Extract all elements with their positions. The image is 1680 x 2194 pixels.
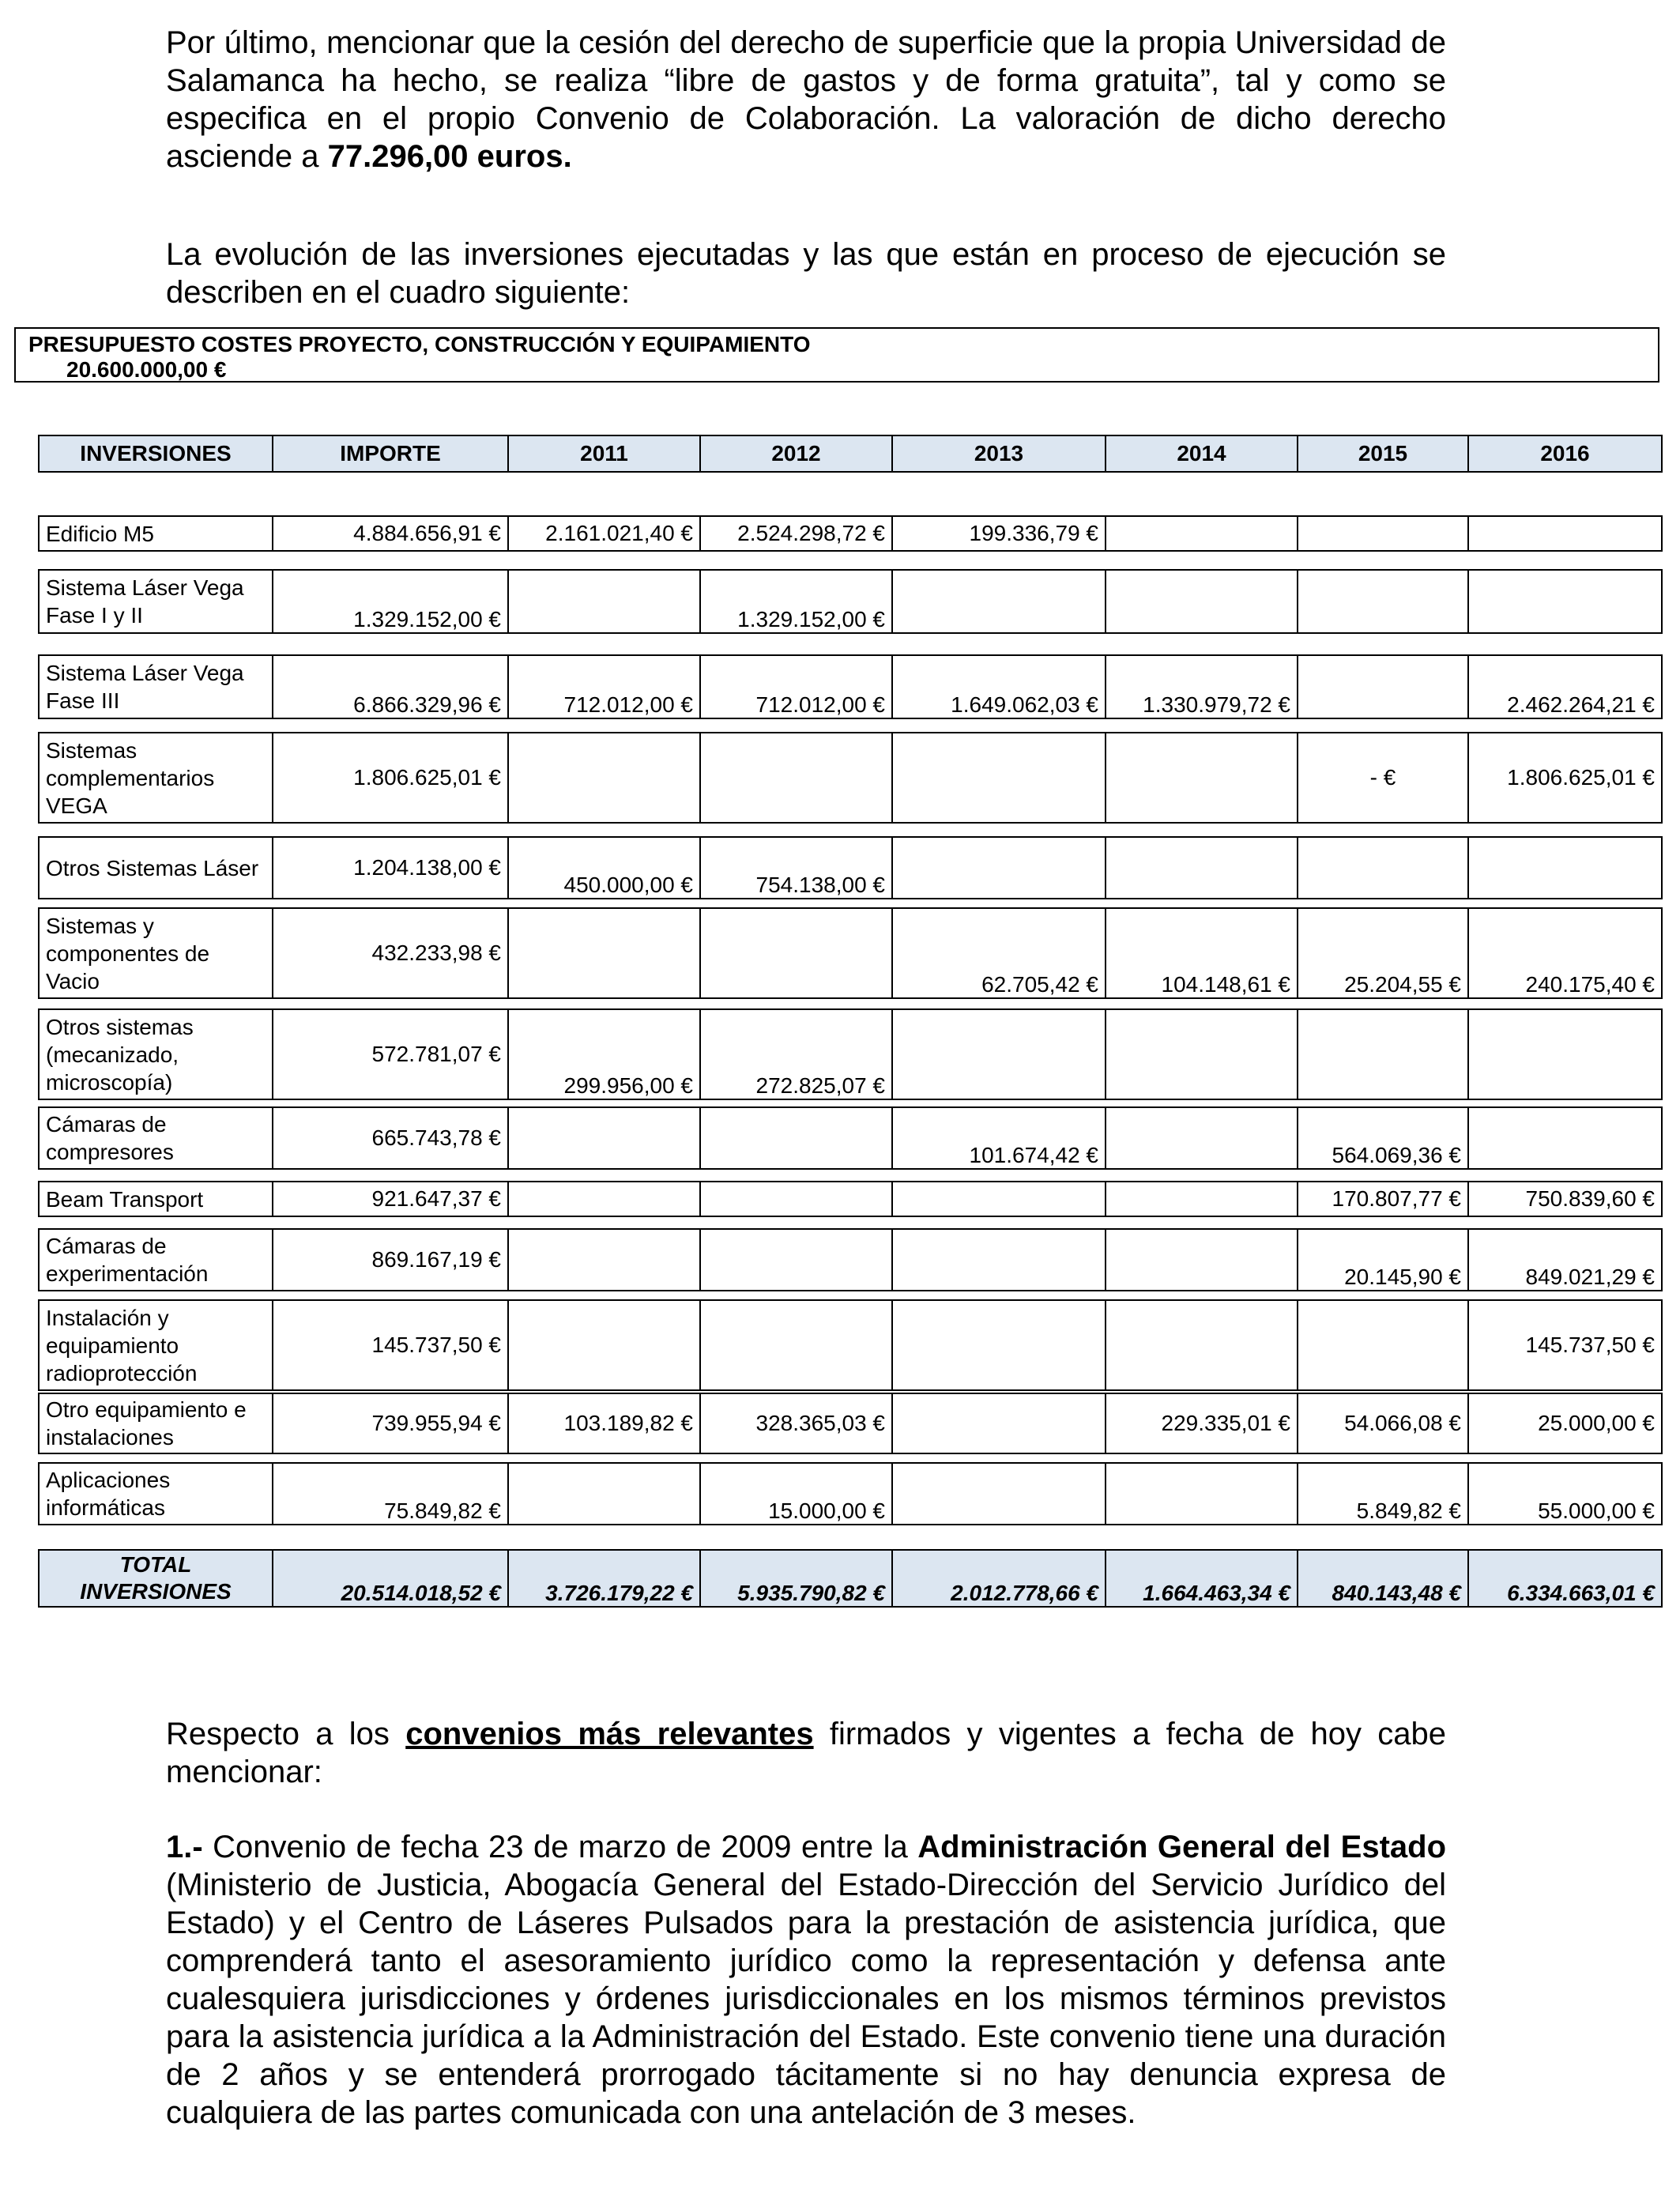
importe-cell: 1.806.625,01 € (273, 733, 508, 823)
year-cell-2013 (892, 570, 1106, 633)
total-2011: 3.726.179,22 € (508, 1550, 700, 1607)
year-cell-2011 (508, 1300, 700, 1390)
year-cell-2012: 1.329.152,00 € (700, 570, 892, 633)
year-cell-2013 (892, 1229, 1106, 1291)
header-cell: 2012 (700, 435, 892, 472)
year-cell-2014: 104.148,61 € (1106, 908, 1298, 998)
budget-box (14, 327, 1659, 383)
year-cell-2011: 2.161.021,40 € (508, 516, 700, 551)
year-cell-2011 (508, 908, 700, 998)
year-cell-2016: 750.839,60 € (1468, 1182, 1662, 1216)
importe-cell: 869.167,19 € (273, 1229, 508, 1291)
row-label: Sistema Láser Vega Fase III (39, 655, 273, 718)
year-cell-2015 (1298, 1300, 1468, 1390)
table-row (39, 908, 1662, 998)
row-label: Otros Sistemas Láser (39, 837, 273, 899)
total-2012: 5.935.790,82 € (700, 1550, 892, 1607)
year-cell-2014 (1106, 570, 1298, 633)
intro-paragraph-1 (166, 24, 1446, 175)
table-row (39, 1107, 1662, 1169)
importe-cell: 739.955,94 € (273, 1393, 508, 1453)
year-cell-2015: 20.145,90 € (1298, 1229, 1468, 1291)
header-cell: 2013 (892, 435, 1106, 472)
investment-row-table (38, 732, 1663, 824)
investment-row-table (38, 1228, 1663, 1291)
total-label: TOTAL INVERSIONES (39, 1550, 273, 1607)
year-cell-2016 (1468, 570, 1662, 633)
header-cell: 2011 (508, 435, 700, 472)
year-cell-2012: 15.000,00 € (700, 1463, 892, 1525)
investment-row-table (38, 836, 1663, 899)
table-row (39, 837, 1662, 899)
year-cell-2015 (1298, 655, 1468, 718)
year-cell-2016 (1468, 1009, 1662, 1099)
table-row (39, 570, 1662, 633)
year-cell-2015 (1298, 837, 1468, 899)
table-row (39, 1229, 1662, 1291)
year-cell-2011: 299.956,00 € (508, 1009, 700, 1099)
convenios-highlight: convenios más relevantes (405, 1717, 814, 1751)
year-cell-2012 (700, 1107, 892, 1169)
investment-row-table (38, 1106, 1663, 1170)
investment-row-table (38, 1299, 1663, 1391)
year-cell-2016 (1468, 516, 1662, 551)
year-cell-2012 (700, 1229, 892, 1291)
convenio-1-paragraph (166, 1828, 1446, 2132)
year-cell-2011 (508, 570, 700, 633)
table-row (39, 516, 1662, 551)
year-cell-2014 (1106, 1300, 1298, 1390)
year-cell-2011 (508, 733, 700, 823)
year-cell-2015: 5.849,82 € (1298, 1463, 1468, 1525)
investment-row-table (38, 654, 1663, 719)
year-cell-2012: 328.365,03 € (700, 1393, 892, 1453)
valuation-amount: 77.296,00 euros. (327, 139, 572, 174)
row-label: Aplicaciones informáticas (39, 1463, 273, 1525)
importe-cell: 6.866.329,96 € (273, 655, 508, 718)
year-cell-2011: 103.189,82 € (508, 1393, 700, 1453)
year-cell-2014 (1106, 516, 1298, 551)
year-cell-2016: 25.000,00 € (1468, 1393, 1662, 1453)
year-cell-2013 (892, 1300, 1106, 1390)
importe-cell: 572.781,07 € (273, 1009, 508, 1099)
table-row (39, 1182, 1662, 1216)
row-label: Cámaras de experimentación (39, 1229, 273, 1291)
year-cell-2013: 101.674,42 € (892, 1107, 1106, 1169)
table-row (39, 1463, 1662, 1525)
year-cell-2013 (892, 1182, 1106, 1216)
table-row (39, 655, 1662, 718)
year-cell-2012 (700, 733, 892, 823)
year-cell-2013 (892, 1463, 1106, 1525)
header-row (39, 435, 1662, 472)
year-cell-2012 (700, 1182, 892, 1216)
importe-cell: 145.737,50 € (273, 1300, 508, 1390)
row-label: Cámaras de compresores (39, 1107, 273, 1169)
year-cell-2013 (892, 1393, 1106, 1453)
importe-cell: 432.233,98 € (273, 908, 508, 998)
header-cell: INVERSIONES (39, 435, 273, 472)
row-label: Otro equipamiento e instalaciones (39, 1393, 273, 1453)
table-row (39, 1009, 1662, 1099)
convenio-text-b: (Ministerio de Justicia, Abogacía General del Estado-Dirección del Servicio Jurídico del Estado) y el Centro de Láseres Pulsados para la prestación de asistencia jurídica, que comprenderá tanto el asesoramiento jurídico como la representación y defensa ante cualesquiera jurisdicciones y órdenes jurisdiccionales en los mismos términos previstos para la asistencia jurídica a la Administración del Estado. Este convenio tiene una duración de 2 años y se entenderá prorrogado tácitamente si no hay denuncia expresa de cualquiera de las partes comunicada con una antelación de 3 meses. (166, 1868, 1446, 2130)
year-cell-2011 (508, 1229, 700, 1291)
investment-header-table (38, 435, 1663, 473)
budget-title: PRESUPUESTO COSTES PROYECTO, CONSTRUCCIÓN Y EQUIPAMIENTO (28, 332, 811, 356)
year-cell-2014: 229.335,01 € (1106, 1393, 1298, 1453)
year-cell-2014: 1.330.979,72 € (1106, 655, 1298, 718)
convenio-party: Administración General del Estado (917, 1830, 1447, 1864)
year-cell-2014 (1106, 1107, 1298, 1169)
intro-paragraph-2: La evolución de las inversiones ejecutadas y las que están en proceso de ejecución se describen en el cuadro siguiente: (166, 237, 1446, 310)
row-label: Sistemas complementarios VEGA (39, 733, 273, 823)
year-cell-2012: 272.825,07 € (700, 1009, 892, 1099)
year-cell-2014 (1106, 837, 1298, 899)
total-2016: 6.334.663,01 € (1468, 1550, 1662, 1607)
importe-cell: 75.849,82 € (273, 1463, 508, 1525)
intro-text: Por último, mencionar que la cesión del derecho de superficie que la propia Universidad de Salamanca ha hecho, se realiza “libre de gastos y de forma gratuita”, tal y como se especifica en el propio Convenio de Colaboración. La valoración de dicho derecho asciende a (166, 25, 1446, 174)
row-label: Edificio M5 (39, 516, 273, 551)
year-cell-2015: 564.069,36 € (1298, 1107, 1468, 1169)
row-label: Instalación y equipamiento radioprotección (39, 1300, 273, 1390)
total-2015: 840.143,48 € (1298, 1550, 1468, 1607)
year-cell-2013: 199.336,79 € (892, 516, 1106, 551)
investment-row-table (38, 1462, 1663, 1525)
importe-cell: 1.204.138,00 € (273, 837, 508, 899)
year-cell-2013 (892, 733, 1106, 823)
year-cell-2015: 170.807,77 € (1298, 1182, 1468, 1216)
year-cell-2015: 54.066,08 € (1298, 1393, 1468, 1453)
table-row (39, 733, 1662, 823)
row-label: Beam Transport (39, 1182, 273, 1216)
year-cell-2016 (1468, 837, 1662, 899)
year-cell-2014 (1106, 1229, 1298, 1291)
header-cell: 2016 (1468, 435, 1662, 472)
year-cell-2011 (508, 1107, 700, 1169)
row-label: Sistema Láser Vega Fase I y II (39, 570, 273, 633)
year-cell-2016: 2.462.264,21 € (1468, 655, 1662, 718)
year-cell-2012 (700, 1300, 892, 1390)
row-label: Otros sistemas (mecanizado, microscopía) (39, 1009, 273, 1099)
year-cell-2016: 240.175,40 € (1468, 908, 1662, 998)
investment-row-table (38, 1181, 1663, 1217)
convenio-text-a: Convenio de fecha 23 de marzo de 2009 entre la (202, 1830, 918, 1864)
header-cell: IMPORTE (273, 435, 508, 472)
year-cell-2015 (1298, 516, 1468, 551)
year-cell-2013: 62.705,42 € (892, 908, 1106, 998)
year-cell-2013 (892, 1009, 1106, 1099)
importe-cell: 921.647,37 € (273, 1182, 508, 1216)
year-cell-2013 (892, 837, 1106, 899)
year-cell-2014 (1106, 1009, 1298, 1099)
year-cell-2011 (508, 1182, 700, 1216)
year-cell-2014 (1106, 1463, 1298, 1525)
investment-row-table (38, 515, 1663, 552)
importe-cell: 665.743,78 € (273, 1107, 508, 1169)
investment-row-table (38, 907, 1663, 999)
year-cell-2011: 712.012,00 € (508, 655, 700, 718)
year-cell-2012: 2.524.298,72 € (700, 516, 892, 551)
year-cell-2015: - € (1298, 733, 1468, 823)
year-cell-2016 (1468, 1107, 1662, 1169)
table-row (39, 1393, 1662, 1453)
convenio-number: 1.- (166, 1830, 203, 1864)
year-cell-2016: 55.000,00 € (1468, 1463, 1662, 1525)
header-cell: 2015 (1298, 435, 1468, 472)
year-cell-2016: 1.806.625,01 € (1468, 733, 1662, 823)
total-2013: 2.012.778,66 € (892, 1550, 1106, 1607)
year-cell-2012: 712.012,00 € (700, 655, 892, 718)
year-cell-2016: 145.737,50 € (1468, 1300, 1662, 1390)
budget-amount: 20.600.000,00 € (66, 357, 227, 382)
year-cell-2015: 25.204,55 € (1298, 908, 1468, 998)
total-row-table (38, 1549, 1663, 1608)
year-cell-2015 (1298, 1009, 1468, 1099)
year-cell-2016: 849.021,29 € (1468, 1229, 1662, 1291)
convenios-intro (166, 1715, 1446, 1791)
investment-row-table (38, 569, 1663, 634)
total-importe: 20.514.018,52 € (273, 1550, 508, 1607)
total-row (39, 1550, 1662, 1607)
year-cell-2014 (1106, 1182, 1298, 1216)
year-cell-2011 (508, 1463, 700, 1525)
convenios-intro-text-2: firmados y vigentes a fecha de hoy cabe mencionar: (166, 1717, 1447, 1789)
year-cell-2013: 1.649.062,03 € (892, 655, 1106, 718)
year-cell-2015 (1298, 570, 1468, 633)
year-cell-2011: 450.000,00 € (508, 837, 700, 899)
investment-row-table (38, 1393, 1663, 1454)
year-cell-2014 (1106, 733, 1298, 823)
row-label: Sistemas y componentes de Vacio (39, 908, 273, 998)
table-row (39, 1300, 1662, 1390)
header-cell: 2014 (1106, 435, 1298, 472)
year-cell-2012: 754.138,00 € (700, 837, 892, 899)
importe-cell: 1.329.152,00 € (273, 570, 508, 633)
importe-cell: 4.884.656,91 € (273, 516, 508, 551)
total-2014: 1.664.463,34 € (1106, 1550, 1298, 1607)
investment-row-table (38, 1008, 1663, 1100)
convenios-intro-text: Respecto a los (166, 1717, 406, 1751)
year-cell-2012 (700, 908, 892, 998)
